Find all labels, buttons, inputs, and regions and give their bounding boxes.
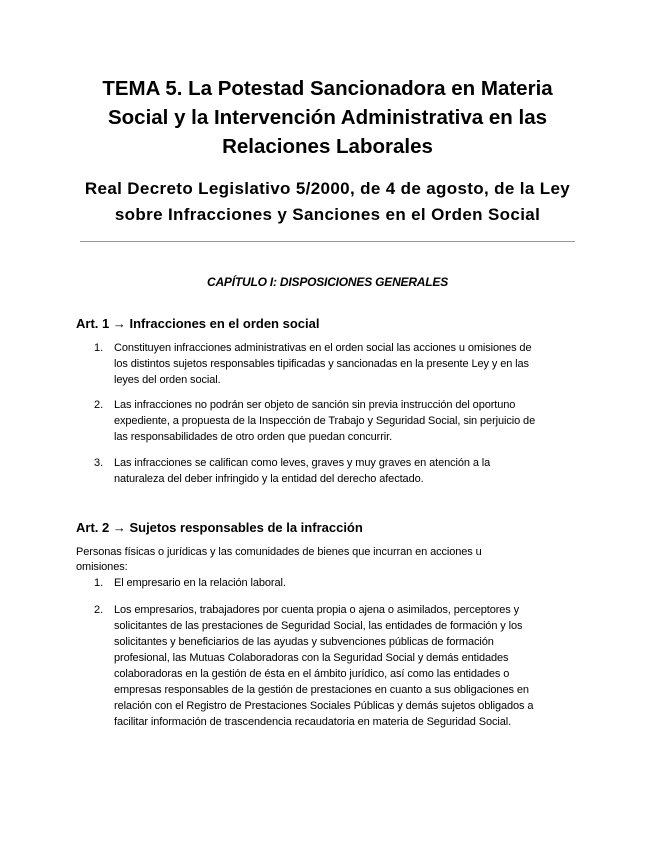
title-line: Social y la Intervención Administrativa en las	[107, 106, 547, 129]
title-line: Relaciones Laborales	[222, 135, 433, 158]
list-item-text	[114, 602, 584, 730]
list-item-text	[114, 455, 584, 487]
text-line: El empresario en la relación laboral.	[114, 577, 286, 589]
list-number: 1.	[94, 577, 104, 589]
text-line: las responsabilidades de otro orden que puedan concurrir.	[114, 431, 393, 443]
text-line: empresas responsables de la gestión de prestaciones en cuanto a sus obligaciones en	[114, 684, 529, 696]
article-1-list-item	[94, 397, 584, 445]
text-line: relación con el Registro de Prestaciones Sociales Públicas y demás sujetos obligados a	[114, 700, 534, 712]
text-line: Constituyen infracciones administrativas en el orden social las acciones u omisiones de	[114, 342, 532, 354]
list-item-text	[114, 575, 584, 591]
text-line: Los empresarios, trabajadores por cuenta propia o ajena o asimilados, perceptores y	[114, 604, 520, 616]
article-1-list-item	[94, 455, 584, 487]
text-line: colaboradoras en la gestión de ésta en el ámbito jurídico, así como las entidades o	[114, 668, 510, 680]
list-number: 2.	[94, 399, 104, 411]
horizontal-divider	[80, 241, 575, 242]
article-2-intro	[76, 545, 576, 575]
document-subtitle	[60, 176, 595, 228]
document-title	[60, 74, 595, 161]
text-line: Las infracciones se califican como leves, graves y muy graves en atención a la	[114, 457, 491, 469]
text-line: naturaleza del deber infringido y la entidad del derecho afectado.	[114, 473, 424, 485]
text-line: solicitantes de las prestaciones de Seguridad Social, las entidades de formación y los	[114, 620, 523, 632]
text-line: solicitantes y beneficiarios de las ayudas y subvenciones públicas de formación	[114, 636, 494, 648]
article-2-list-item	[94, 602, 584, 730]
list-item-text	[114, 340, 584, 388]
article-2-list-item	[94, 575, 584, 591]
subtitle-line: Real Decreto Legislativo 5/2000, de 4 de agosto, de la Ley	[84, 179, 571, 198]
text-line: Las infracciones no podrán ser objeto de sanción sin previa instrucción del oportuno	[114, 399, 516, 411]
text-line: profesional, las Mutuas Colaboradoras con la Seguridad Social y demás entidades	[114, 652, 509, 664]
text-line: omisiones:	[76, 561, 128, 573]
list-number: 2.	[94, 604, 104, 616]
article-2-heading: Art. 2 → Sujetos responsables de la infracción	[76, 520, 363, 535]
list-item-text	[114, 397, 584, 445]
article-1-heading: Art. 1 → Infracciones en el orden social	[76, 316, 320, 331]
title-line: TEMA 5. La Potestad Sancionadora en Materia	[102, 77, 553, 100]
subtitle-line: sobre Infracciones y Sanciones en el Orden Social	[114, 205, 541, 224]
chapter-heading: CAPÍTULO I: DISPOSICIONES GENERALES	[206, 275, 449, 289]
text-line: los distintos sujetos responsables tipificadas y sancionadas en la presente Ley y en las	[114, 358, 529, 370]
list-number: 1.	[94, 342, 104, 354]
text-line: leyes del orden social.	[114, 374, 221, 386]
text-line: expediente, a propuesta de la Inspección de Trabajo y Seguridad Social, sin perjuicio de	[114, 415, 536, 427]
list-number: 3.	[94, 457, 104, 469]
text-line: Personas físicas o jurídicas y las comunidades de bienes que incurran en acciones u	[76, 546, 482, 558]
article-1-list-item	[94, 340, 584, 388]
text-line: facilitar información de trascendencia recaudatoria en materia de Seguridad Social.	[114, 716, 512, 728]
